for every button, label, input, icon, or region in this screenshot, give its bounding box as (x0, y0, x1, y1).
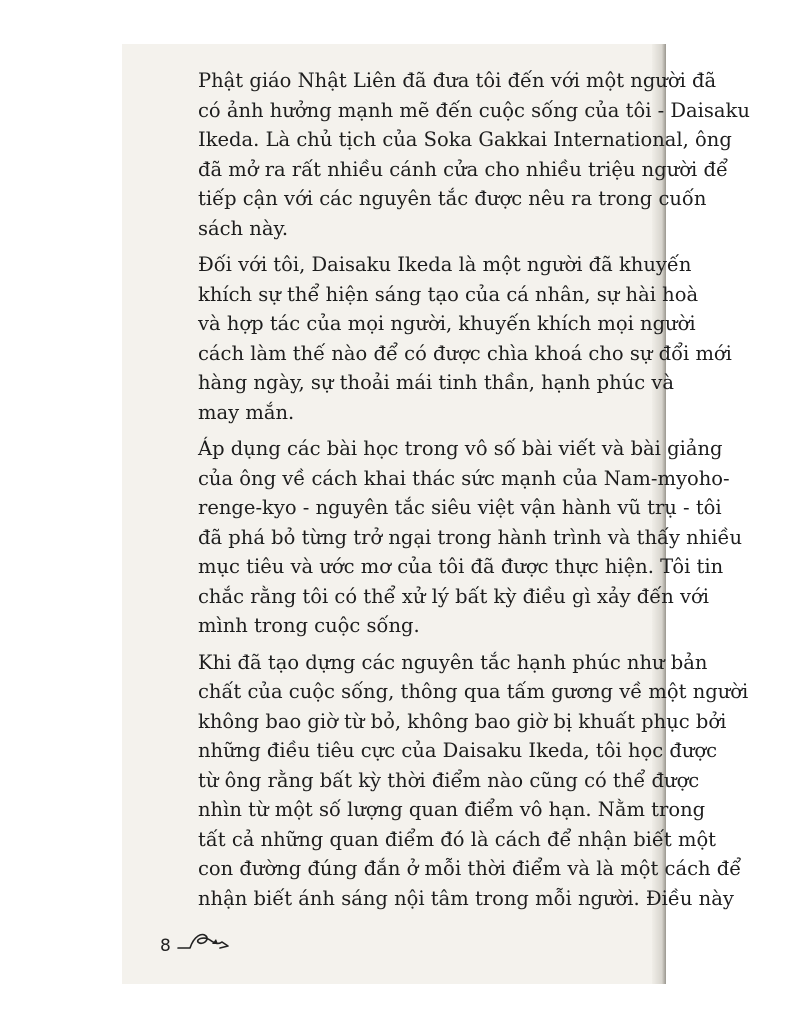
text-line: đã mở ra rất nhiều cánh cửa cho nhiều triệu người để (198, 157, 728, 181)
body-text (160, 66, 750, 920)
text-line: hàng ngày, sự thoải mái tinh thần, hạnh phúc và (198, 371, 674, 394)
text-line: chắc rằng tôi có thể xử lý bất kỳ điều gì xảy đến với (198, 584, 710, 608)
paragraph (160, 66, 750, 243)
text-line: tiếp cận với các nguyên tắc được nêu ra trong cuốn (198, 187, 707, 210)
text-line: tất cả những quan điểm đó là cách để nhận biết một (198, 827, 717, 851)
text-line: sách này. (198, 216, 289, 240)
text-line: những điều tiêu cực của Daisaku Ikeda, tôi học được (198, 739, 718, 762)
text-line: Đối với tôi, Daisaku Ikeda là một người đã khuyến (198, 253, 692, 276)
page-ornament-icon (176, 926, 236, 952)
text-line: Phật giáo Nhật Liên đã đưa tôi đến với một người đã (198, 69, 717, 92)
text-line: và hợp tác của mọi người, khuyến khích mọi người (198, 312, 696, 335)
text-line: của ông về cách khai thác sức mạnh của Nam-myoho- (198, 466, 730, 490)
text-line: Ikeda. Là chủ tịch của Soka Gakkai International, ông (198, 128, 732, 151)
text-line: nhìn từ một số lượng quan điểm vô hạn. Nằm trong (198, 798, 706, 821)
text-line: không bao giờ từ bỏ, không bao giờ bị khuất phục bởi (198, 709, 727, 733)
text-line: cách làm thế nào để có được chìa khoá cho sự đổi mới (198, 341, 732, 365)
text-line: mình trong cuộc sống. (198, 614, 420, 637)
text-line: Áp dụng các bài học trong vô số bài viết và bài giảng (198, 437, 723, 460)
text-line: renge-kyo - nguyên tắc siêu việt vận hành vũ trụ - tôi (198, 496, 722, 519)
text-line: nhận biết ánh sáng nội tâm trong mỗi người. Điều này (198, 886, 734, 910)
text-line: chất của cuộc sống, thông qua tấm gương về một người (198, 680, 749, 703)
text-line: có ảnh hưởng mạnh mẽ đến cuộc sống của tôi - Daisaku (198, 98, 750, 122)
text-line: mục tiêu và ước mơ của tôi đã được thực hiện. Tôi tin (198, 555, 724, 578)
text-line: con đường đúng đắn ở mỗi thời điểm và là một cách để (198, 857, 742, 880)
paragraph (160, 648, 749, 914)
text-line: khích sự thể hiện sáng tạo của cá nhân, sự hài hoà (198, 282, 699, 306)
text-line: may mắn. (198, 400, 295, 424)
page-number: 8 (160, 936, 171, 956)
paragraph (160, 250, 732, 427)
text-line: đã phá bỏ từng trở ngại trong hành trình và thấy nhiều (198, 525, 743, 549)
paragraph (160, 434, 743, 641)
text-line: từ ông rằng bất kỳ thời điểm nào cũng có thể được (198, 768, 700, 792)
text-line: Khi đã tạo dựng các nguyên tắc hạnh phúc như bản (198, 650, 708, 674)
